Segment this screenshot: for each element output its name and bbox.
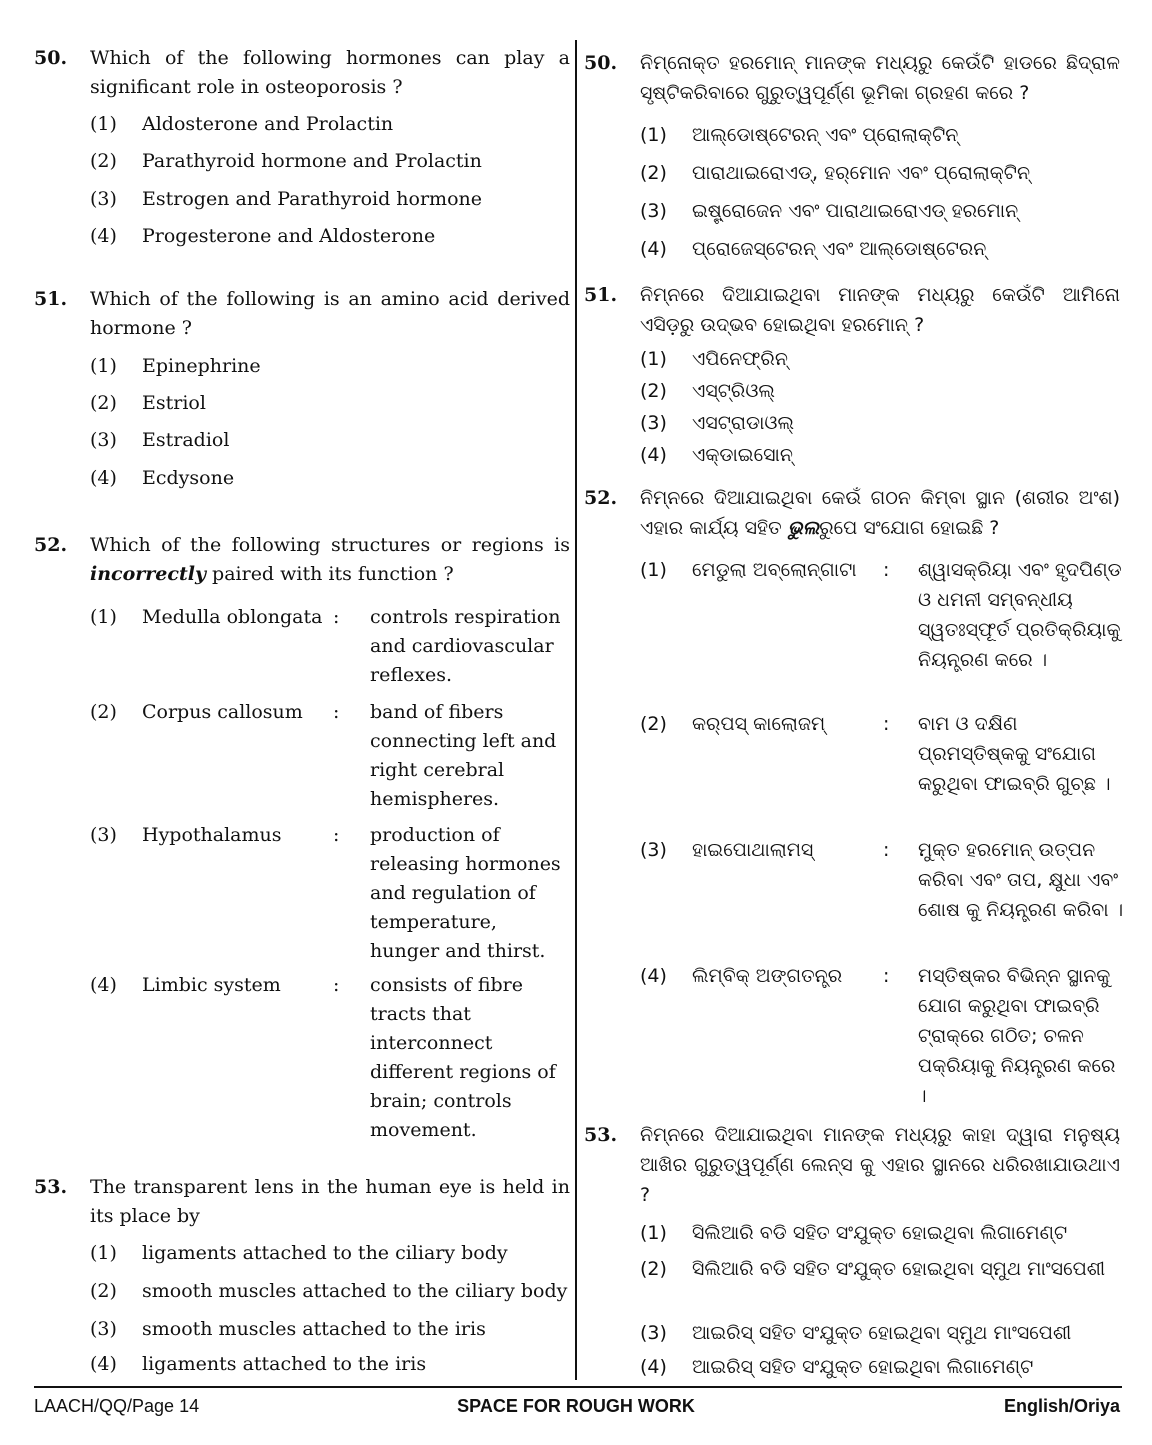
question-number: 53. xyxy=(34,1176,68,1198)
option-4: (4) Progesterone and Aldosterone xyxy=(90,225,436,247)
option-3: (3) ଇଷ୍ଟ୍ରୋଜେନ ଏବଂ ପାରାଥାଇରୋଏଡ୍ ହରମୋନ୍ xyxy=(640,200,1019,222)
question-number: 51. xyxy=(34,288,68,310)
question-number: 52. xyxy=(34,534,68,556)
question-number: 53. xyxy=(584,1124,618,1146)
structure: ହାଇପୋଥାଲାମସ୍ xyxy=(692,839,814,861)
option-1: (1) ଏପିନେଫ୍ରିନ୍ xyxy=(640,348,788,370)
function: ମସ୍ତିଷ୍କର ବିଭିନ୍ନ ସ୍ଥାନକୁ ଯୋଗ କରୁଥିବା ଫାଇବ୍ରି ଟ୍ରାକ୍‌ରେ ଗଠିତ; ଚଳନ ପକ୍ରିୟାକୁ ନିୟନ୍ତ୍ରଣ କରେ । xyxy=(918,965,1116,1107)
option-4: (4) ପ୍ରୋଜେସ୍ଟେରନ୍ ଏବଂ ଆଲ୍‌ଡୋଷ୍ଟେରନ୍ xyxy=(640,238,987,260)
question-text: Which of the following structures or regions is incorrectly paired with its function ? xyxy=(90,534,570,585)
question-number: 50. xyxy=(584,52,618,74)
option-1: (1) Epinephrine xyxy=(90,355,261,377)
option-2: (2) ପାରାଥାଇରୋଏଡ୍, ହର୍‌ମୋନ ଏବଂ ପ୍ରୋଲାକ୍ଟିନ୍ xyxy=(640,162,1031,184)
structure: କର୍‌ପସ୍ କାଲୋଜମ୍ xyxy=(692,713,826,735)
question-number: 50. xyxy=(34,47,68,69)
option-2: (2) Parathyroid hormone and Prolactin xyxy=(90,150,482,172)
page-id: LAACH/QQ/Page 14 xyxy=(34,1396,200,1416)
question-text: Which of the following is an amino acid derived hormone ? xyxy=(90,288,570,339)
option-3: (3) ଆଇରିସ୍ ସହିତ ସଂଯୁକ୍ତ ହୋଇଥିବା ସ୍ମୁଥ ମାଂସପେଶୀ xyxy=(640,1322,1072,1344)
option-3: (3) smooth muscles attached to the iris xyxy=(90,1318,486,1340)
rough-work-label: SPACE FOR ROUGH WORK xyxy=(457,1396,695,1416)
question-text: ନିମ୍ନୋକ୍ତ ହରମୋନ୍ ମାନଙ୍କ ମଧ୍ୟରୁ କେଉଁଟି ହାଡରେ ଛିଦ୍ରାଳ ସୃଷ୍ଟିକରିବାରେ ଗୁରୁତ୍ୱପୂର୍ଣ୍ଣ ଭୂମିକା ଗ୍ରହଣ କରେ ? xyxy=(640,52,1120,104)
question-51-or xyxy=(584,280,1120,466)
structure: Corpus callosum xyxy=(142,701,303,723)
option-3: (3) Estrogen and Parathyroid hormone xyxy=(90,188,482,210)
option-4: (4) Ecdysone xyxy=(90,467,235,489)
function: ବାମ ଓ ଦକ୍ଷିଣ ପ୍ରମସ୍ତିଷ୍କକୁ ସଂଯୋଗ କରୁଥିବା ଫାଇବ୍ରି ଗୁଚ୍ଛ । xyxy=(918,713,1111,795)
question-number: 51. xyxy=(584,284,618,306)
question-text: ନିମ୍ନରେ ଦିଆଯାଇଥିବା ମାନଙ୍କ ମଧ୍ୟରୁ କାହା ଦ୍ୱାରା ମନୁଷ୍ୟ ଆଖିର ଗୁରୁତ୍ୱପୂର୍ଣ୍ଣ ଲେନ୍‌ସ କୁ ଏହାର ସ୍ଥାନରେ ଧରିରଖାଯାଉଥାଏ ? xyxy=(640,1124,1120,1206)
question-text: The transparent lens in the human eye is held in its place by xyxy=(90,1176,570,1227)
option-3: (3) ଏସଟ୍ରାଡାଓଲ୍ xyxy=(640,412,795,434)
emphasis-word: incorrectly xyxy=(90,563,206,585)
structure: ମେଡୁଲା ଅବ୍‌ଲୋନ୍‌ଗାଟା xyxy=(692,559,857,581)
question-51-en xyxy=(34,285,570,489)
structure: Medulla oblongata xyxy=(142,606,323,628)
option-4: (4) ligaments attached to the iris xyxy=(90,1353,427,1375)
footer-rule xyxy=(34,1386,1122,1388)
option-2: (2) smooth muscles attached to the ciliary body xyxy=(90,1280,568,1302)
structure: Hypothalamus xyxy=(142,824,282,846)
language-label: English/Oriya xyxy=(1003,1396,1120,1416)
option-1: (1) ଆଲ୍‌ଡୋଷ୍ଟେରନ୍ ଏବଂ ପ୍ରୋଲାକ୍ଟିନ୍ xyxy=(640,124,959,146)
option-4: (4) ଏକ୍‌ଡାଇସୋନ୍ xyxy=(640,444,793,466)
option-2: (2) ସିଲିଆରି ବଡି ସହିତ ସଂଯୁକ୍ତ ହୋଇଥିବା ସ୍ମୁଥ ମାଂସପେଶୀ xyxy=(640,1258,1106,1280)
function: ମୁକ୍ତ ହରମୋନ୍ ଉତ୍ପନ କରିବା ଏବଂ ତାପ, କ୍ଷୁଧା ଏବଂ ଶୋଷ କୁ ନିୟନ୍ତ୍ରଣ କରିବା । xyxy=(918,839,1124,921)
question-52-en: 52. Which of the following structures or regions is incorrectly paired with its function ? (1) Medulla oblongata : controls respiration and cardiovascular reflexes. (2) Corpus callosum : band of fibers connecting left and right cerebral hemispheres. (3) Hypothalamus : production of releasing hormones and regulation of temperature, hunger and thirst. (4) Limbic system : consists of fibre tracts that interconnect different regions of brain; controls movement. xyxy=(34,531,570,589)
function: production of releasing hormones and regulation of temperature, hunger and thirst. xyxy=(370,824,561,962)
question-text: Which of the following hormones can play a significant role in osteoporosis ? xyxy=(90,47,570,98)
option-2: (2) Estriol xyxy=(90,392,206,414)
option-4: (4) ଆଇରିସ୍ ସହିତ ସଂଯୁକ୍ତ ହୋଇଥିବା ଲିଗାମେଣ୍ଟ xyxy=(640,1356,1034,1378)
option-1: (1) Aldosterone and Prolactin xyxy=(90,113,394,135)
option-1: (1) ସିଲିଆରି ବଡି ସହିତ ସଂଯୁକ୍ତ ହୋଇଥିବା ଲିଗାମେଣ୍ଟ xyxy=(640,1222,1068,1244)
option-1: (1) ligaments attached to the ciliary body xyxy=(90,1242,508,1264)
structure: Limbic system xyxy=(142,974,281,996)
option-2: (2) ଏସ୍‌ଟ୍ରିଓଲ୍ xyxy=(640,380,775,402)
question-50-or xyxy=(584,48,1120,260)
question-text: ନିମ୍ନରେ ଦିଆଯାଇଥିବା କେଉଁ ଗଠନ କିମ୍ବା ସ୍ଥାନ (ଶରୀର ଅଂଶ) ଏହାର କାର୍ଯ୍ୟ ସହିତ ଭୁଲରୁପେ ସଂଯୋଗ ହୋଇଛି ? xyxy=(640,487,1120,539)
option-3: (3) Estradiol xyxy=(90,429,230,451)
function: controls respiration and cardiovascular reflexes. xyxy=(370,606,561,686)
function: ଶ୍ୱାସକ୍ରିୟା ଏବଂ ହୃଦପିଣ୍ଡ ଓ ଧମନୀ ସମ୍ବନ୍ଧୀୟ ସ୍ୱତଃସ୍ଫୂର୍ତ ପ୍ରତିକ୍ରିୟାକୁ ନିୟନ୍ତ୍ରଣ କରେ । xyxy=(918,559,1122,671)
function: consists of fibre tracts that interconnect different regions of brain; controls movement. xyxy=(370,974,556,1141)
column-divider xyxy=(575,40,577,1380)
question-number: 52. xyxy=(584,487,618,509)
question-53-or xyxy=(584,1120,1120,1378)
question-50-en xyxy=(34,44,570,247)
structure: ଲିମ୍ବିକ୍ ଅଙ୍ଗତନ୍ତ୍ର xyxy=(692,965,843,987)
question-52-or: 52. ନିମ୍ନରେ ଦିଆଯାଇଥିବା କେଉଁ ଗଠନ କିମ୍ବା ସ୍ଥାନ (ଶରୀର ଅଂଶ) ଏହାର କାର୍ଯ୍ୟ ସହିତ ଭୁଲରୁପେ ସଂଯୋଗ ହୋଇଛି ? (1) ମେଡୁଲା ଅବ୍‌ଲୋନ୍‌ଗାଟା : ଶ୍ୱାସକ୍ରିୟା ଏବଂ ହୃଦପିଣ୍ଡ ଓ ଧମନୀ ସମ୍ବନ୍ଧୀୟ ସ୍ୱତଃସ୍ଫୂର୍ତ ପ୍ରତିକ୍ରିୟାକୁ ନିୟନ୍ତ୍ରଣ କରେ । (2) କର୍‌ପସ୍ କାଲୋଜମ୍ : ବାମ ଓ ଦକ୍ଷିଣ ପ୍ରମସ୍ତିଷ୍କକୁ ସଂଯୋଗ କରୁଥିବା ଫାଇବ୍ରି ଗୁଚ୍ଛ । (3) ହାଇପୋଥାଲାମସ୍ : ମୁକ୍ତ ହରମୋନ୍ ଉତ୍ପନ କରିବା ଏବଂ ତାପ, କ୍ଷୁଧା ଏବଂ ଶୋଷ କୁ ନିୟନ୍ତ୍ରଣ କରିବା । (4) ଲିମ୍ବିକ୍ ଅଙ୍ଗତନ୍ତ୍ର : ମସ୍ତିଷ୍କର ବିଭିନ୍ନ ସ୍ଥାନକୁ ଯୋଗ କରୁଥିବା ଫାଇବ୍ରି ଟ୍ରାକ୍‌ରେ ଗଠିତ; ଚଳନ ପକ୍ରିୟାକୁ ନିୟନ୍ତ୍ରଣ କରେ । xyxy=(584,483,1120,543)
question-53-en xyxy=(34,1173,570,1375)
question-text: ନିମ୍ନରେ ଦିଆଯାଇଥିବା ମାନଙ୍କ ମଧ୍ୟରୁ କେଉଁଟି ଆମିନୋ ଏସିଡ଼ରୁ ଉଦ୍ଭବ ହୋଇଥିବା ହରମୋନ୍ ? xyxy=(640,284,1120,336)
function: band of fibers connecting left and right cerebral hemispheres. xyxy=(370,701,557,810)
emphasis-word: ଭୁଲ xyxy=(787,517,820,539)
